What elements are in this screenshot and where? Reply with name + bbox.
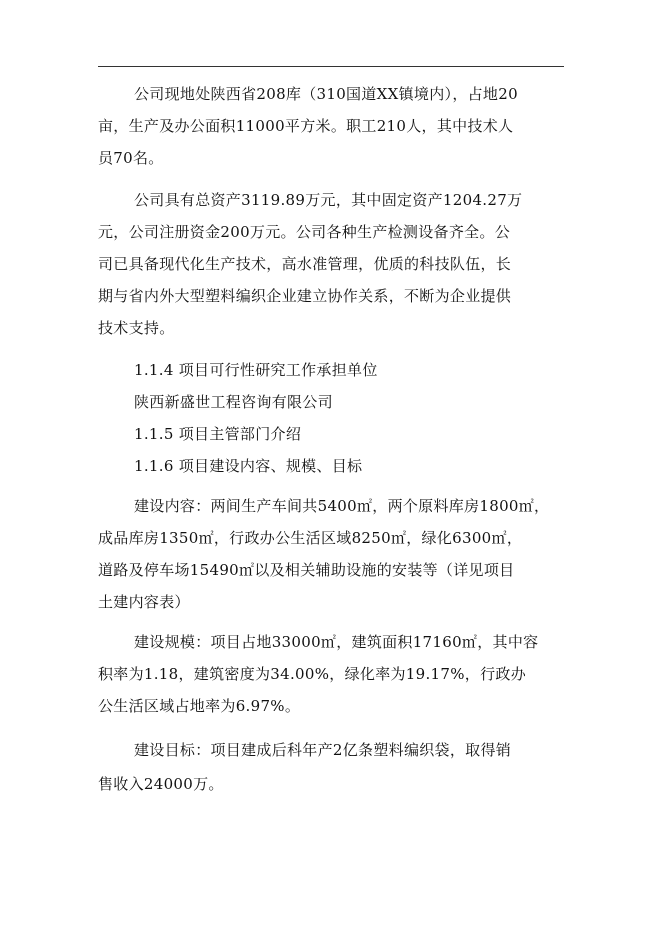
header-rule <box>98 66 564 67</box>
para-location-line-3: 员70名。 <box>98 149 164 167</box>
para-assets-line-3: 司已具备现代化生产技术，高水准管理，优质的科技队伍，长 <box>98 255 512 273</box>
para-location-line-1: 公司现地处陕西省208库（310国道XX镇境内），占地20 <box>134 85 518 103</box>
para-goal-line-1: 建设目标：项目建成后科年产2亿条塑料编织袋，取得销 <box>134 741 512 759</box>
para-content-line-4: 土建内容表） <box>98 593 190 611</box>
para-scale-line-2: 积率为1.18，建筑密度为34.00%，绿化率为19.17%，行政办 <box>98 665 526 683</box>
consultancy-name: 陕西新盛世工程咨询有限公司 <box>134 393 333 411</box>
section-heading-1-1-6: 1.1.6 项目建设内容、规模、目标 <box>134 457 363 475</box>
para-scale-line-3: 公生活区域占地率为6.97%。 <box>98 697 301 715</box>
para-scale-line-1: 建设规模：项目占地33000㎡，建筑面积17160㎡，其中容 <box>134 633 539 651</box>
para-goal-line-2: 售收入24000万。 <box>98 775 224 793</box>
para-assets-line-2: 元，公司注册资金200万元。公司各种生产检测设备齐全。公 <box>98 223 511 241</box>
para-content-line-1: 建设内容：两间生产车间共5400㎡，两个原料库房1800㎡， <box>134 497 550 515</box>
para-content-line-2: 成品库房1350㎡，行政办公生活区域8250㎡，绿化6300㎡， <box>98 529 523 547</box>
para-assets-line-5: 技术支持。 <box>98 319 175 337</box>
section-heading-1-1-4: 1.1.4 项目可行性研究工作承担单位 <box>134 361 378 379</box>
para-location-line-2: 亩，生产及办公面积11000平方米。职工210人，其中技术人 <box>98 117 514 135</box>
para-assets-line-1: 公司具有总资产3119.89万元，其中固定资产1204.27万 <box>134 191 523 209</box>
para-assets-line-4: 期与省内外大型塑料编织企业建立协作关系，不断为企业提供 <box>98 287 512 305</box>
para-content-line-3: 道路及停车场15490㎡以及相关辅助设施的安装等（详见项目 <box>98 561 515 579</box>
section-heading-1-1-5: 1.1.5 项目主管部门介绍 <box>134 425 302 443</box>
